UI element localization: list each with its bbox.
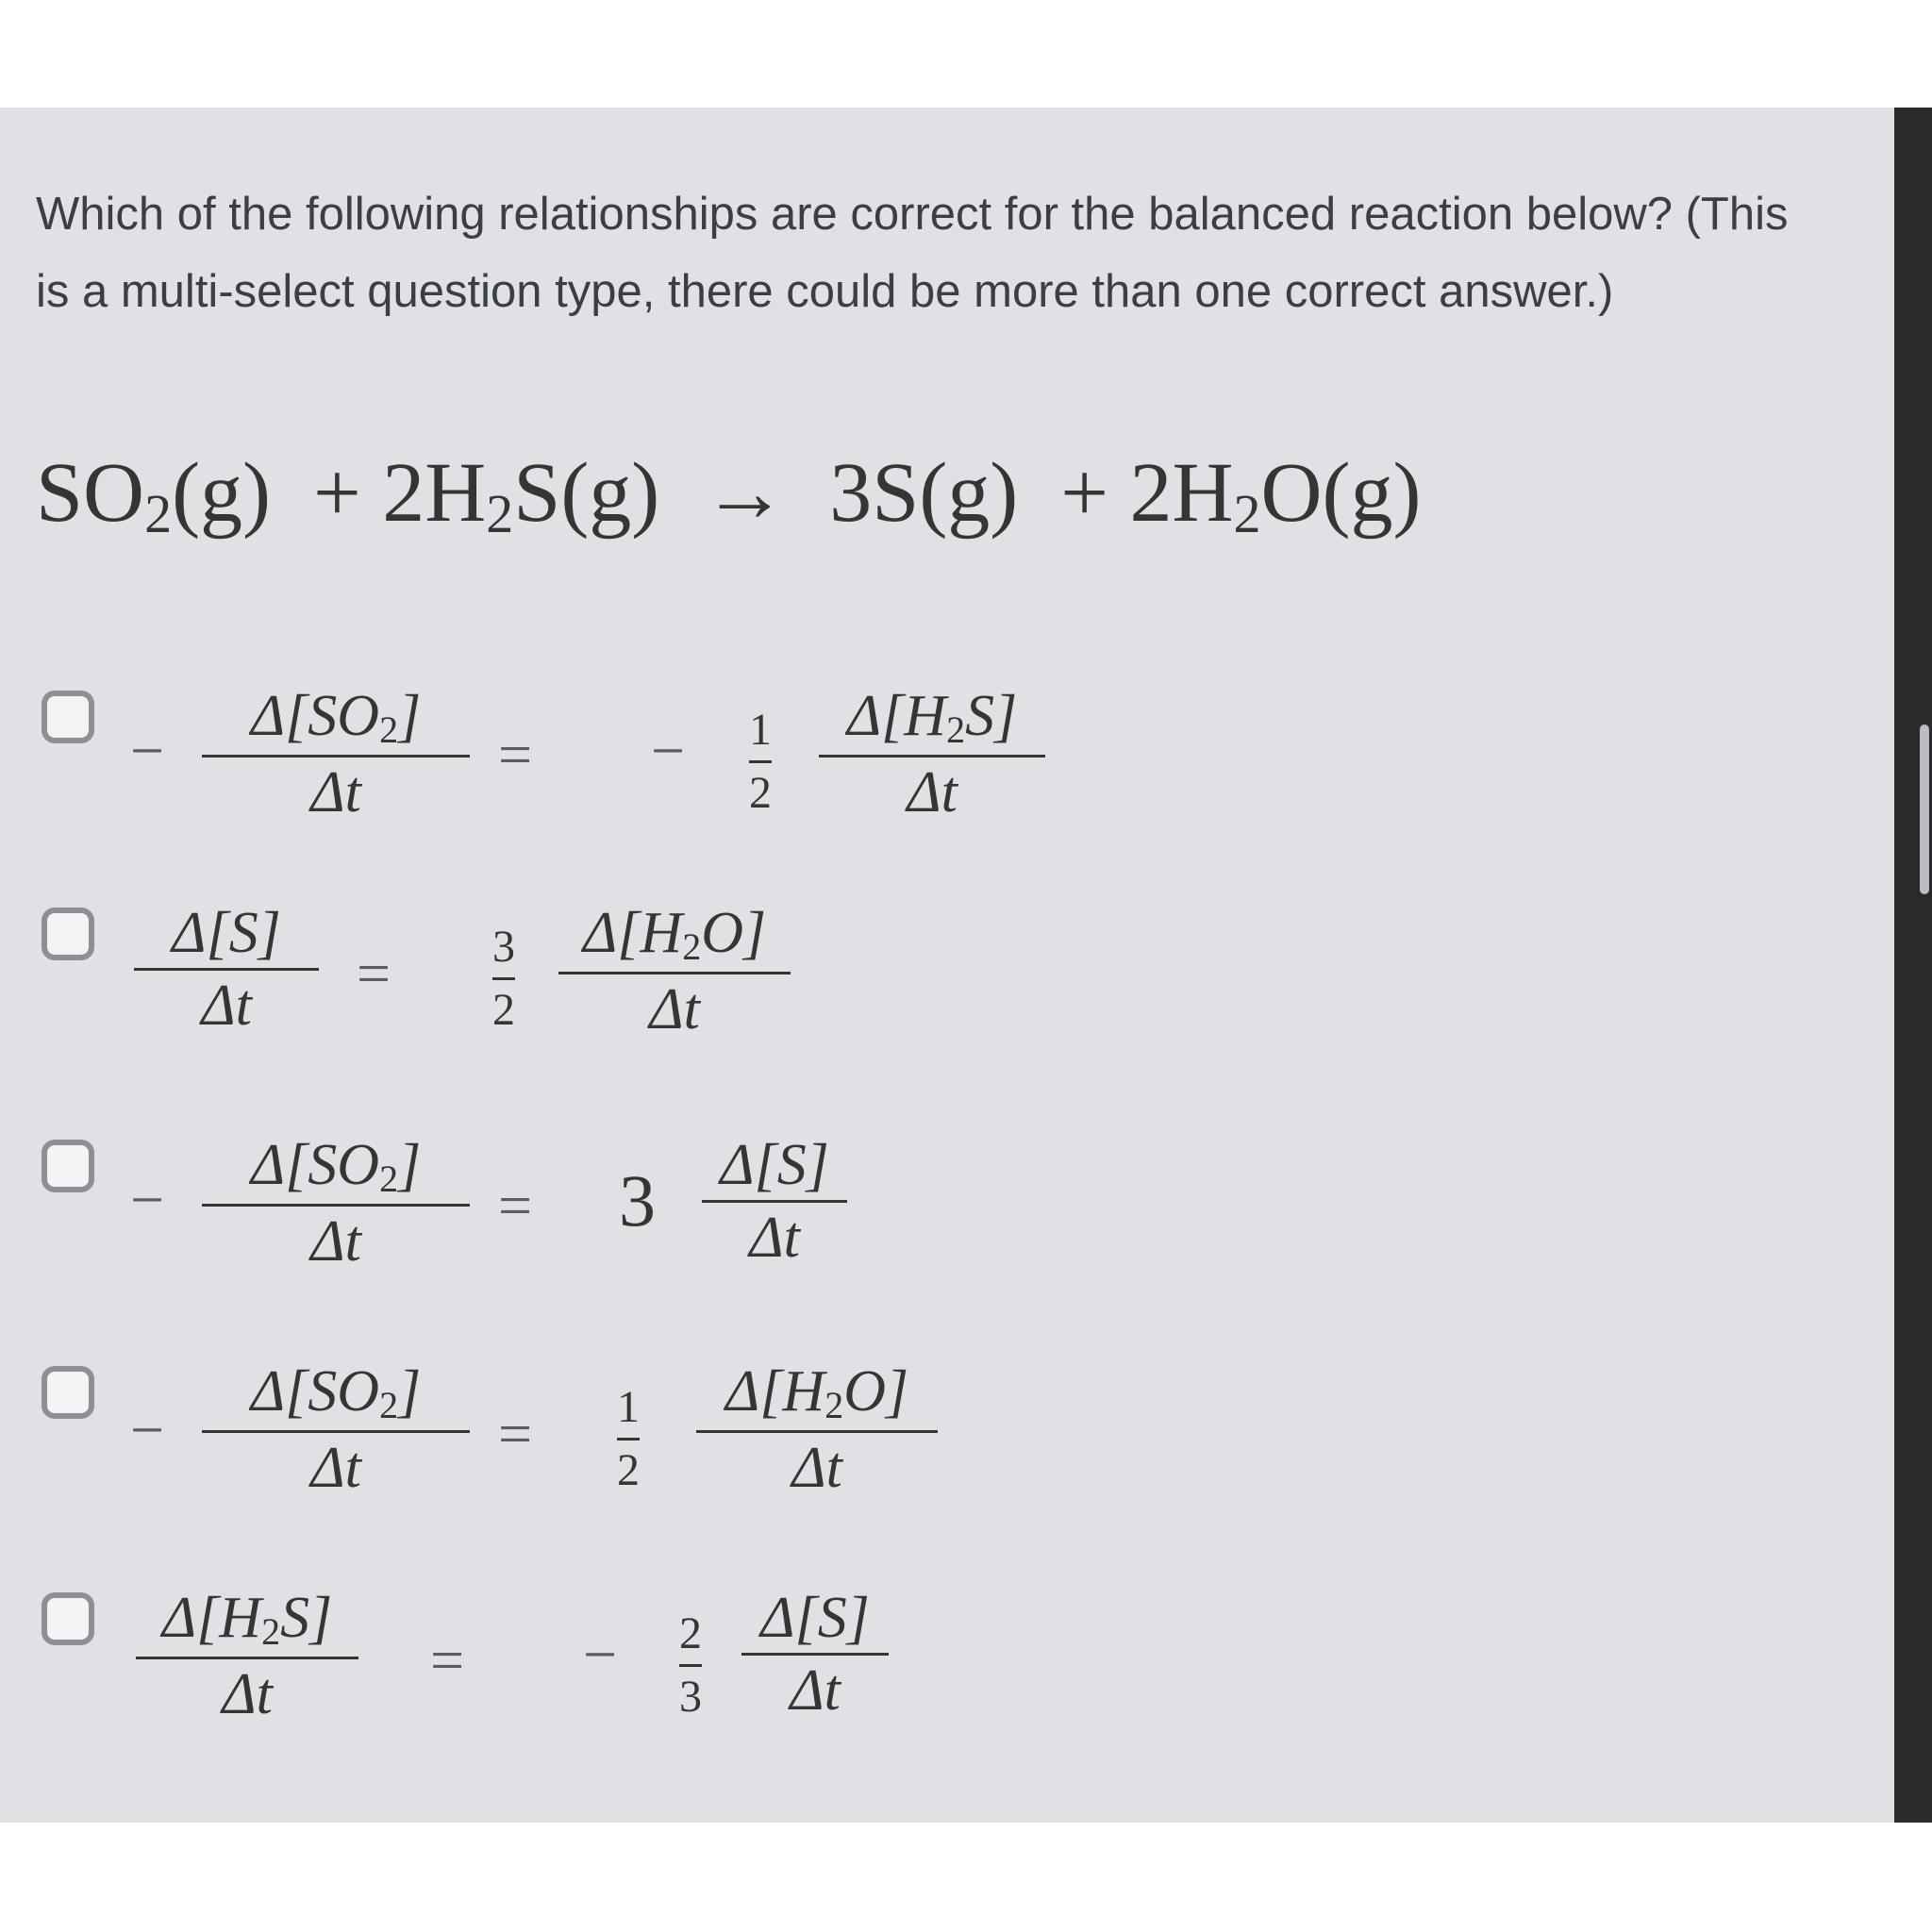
product-2-subscript: 2 (1233, 483, 1261, 544)
fraction-so2-rate: $\Delta[SO_2]$ Δt (202, 687, 470, 822)
fraction-h2s-rate: $\Delta[H_2S]$ Δt (136, 1589, 358, 1724)
fraction-h2o-rate: $\Delta[H_2O]$ Δt (558, 904, 791, 1039)
scrollbar[interactable] (1920, 724, 1929, 894)
answer-option-3[interactable] (42, 1128, 1268, 1336)
checkbox[interactable] (42, 908, 94, 960)
minus-sign: − (583, 1621, 618, 1688)
checkbox[interactable] (42, 691, 94, 743)
reactant-1: SO (36, 446, 145, 540)
reactant-1-subscript: 2 (144, 483, 173, 544)
equals-sign: = (498, 721, 533, 788)
fraction-so2-rate: $\Delta[SO_2]$ Δt (202, 1136, 470, 1271)
fraction-h2s-rate: $\Delta[H_2S]$ Δt (819, 687, 1045, 822)
balanced-reaction (36, 446, 1422, 544)
equals-sign: = (357, 940, 391, 1007)
fraction-s-rate: Δ[S] Δt (741, 1589, 889, 1720)
coefficient-fraction: 3 2 (492, 922, 515, 1035)
reactant-2-subscript: 2 (486, 483, 514, 544)
answer-option-1[interactable] (42, 679, 1268, 887)
product-2-rest: O(g) (1260, 446, 1422, 540)
reactant-2-rest: S(g) (513, 446, 660, 540)
plus-sign: + (313, 446, 361, 540)
answer-option-5[interactable] (42, 1581, 1268, 1789)
reactant-2: 2H (382, 446, 487, 540)
checkbox[interactable] (42, 1366, 94, 1419)
fraction-h2o-rate: $\Delta[H_2O]$ Δt (696, 1362, 938, 1497)
coefficient: 3 (619, 1159, 656, 1241)
answer-option-4[interactable] (42, 1355, 1268, 1562)
checkbox[interactable] (42, 1592, 94, 1645)
fraction-s-rate: Δ[S] Δt (134, 904, 319, 1035)
coefficient-fraction: 1 2 (617, 1382, 640, 1495)
coefficient-fraction: 1 2 (749, 705, 772, 818)
minus-sign: − (130, 717, 165, 784)
reactant-1-phase: (g) (172, 446, 272, 540)
product-2: 2H (1129, 446, 1234, 540)
minus-sign: − (130, 1166, 165, 1233)
checkbox[interactable] (42, 1140, 94, 1192)
fraction-s-rate: Δ[S] Δt (702, 1136, 847, 1267)
minus-sign: − (651, 717, 686, 784)
equals-sign: = (498, 1172, 533, 1239)
minus-sign: − (130, 1396, 165, 1463)
equals-sign: = (498, 1400, 533, 1467)
coefficient-fraction: 2 3 (679, 1608, 702, 1722)
equals-sign: = (430, 1626, 465, 1693)
product-1: 3S(g) (829, 446, 1019, 540)
screen-edge (1894, 108, 1932, 1823)
reaction-arrow: → (702, 446, 788, 540)
answer-option-2[interactable] (42, 896, 1268, 1104)
plus-sign: + (1060, 446, 1109, 540)
fraction-so2-rate: $\Delta[SO_2]$ Δt (202, 1362, 470, 1497)
question-text: Which of the following relationships are correct for the balanced reaction below? (This is a multi-select question type, there could be more than one correct answer.) (36, 189, 1789, 317)
